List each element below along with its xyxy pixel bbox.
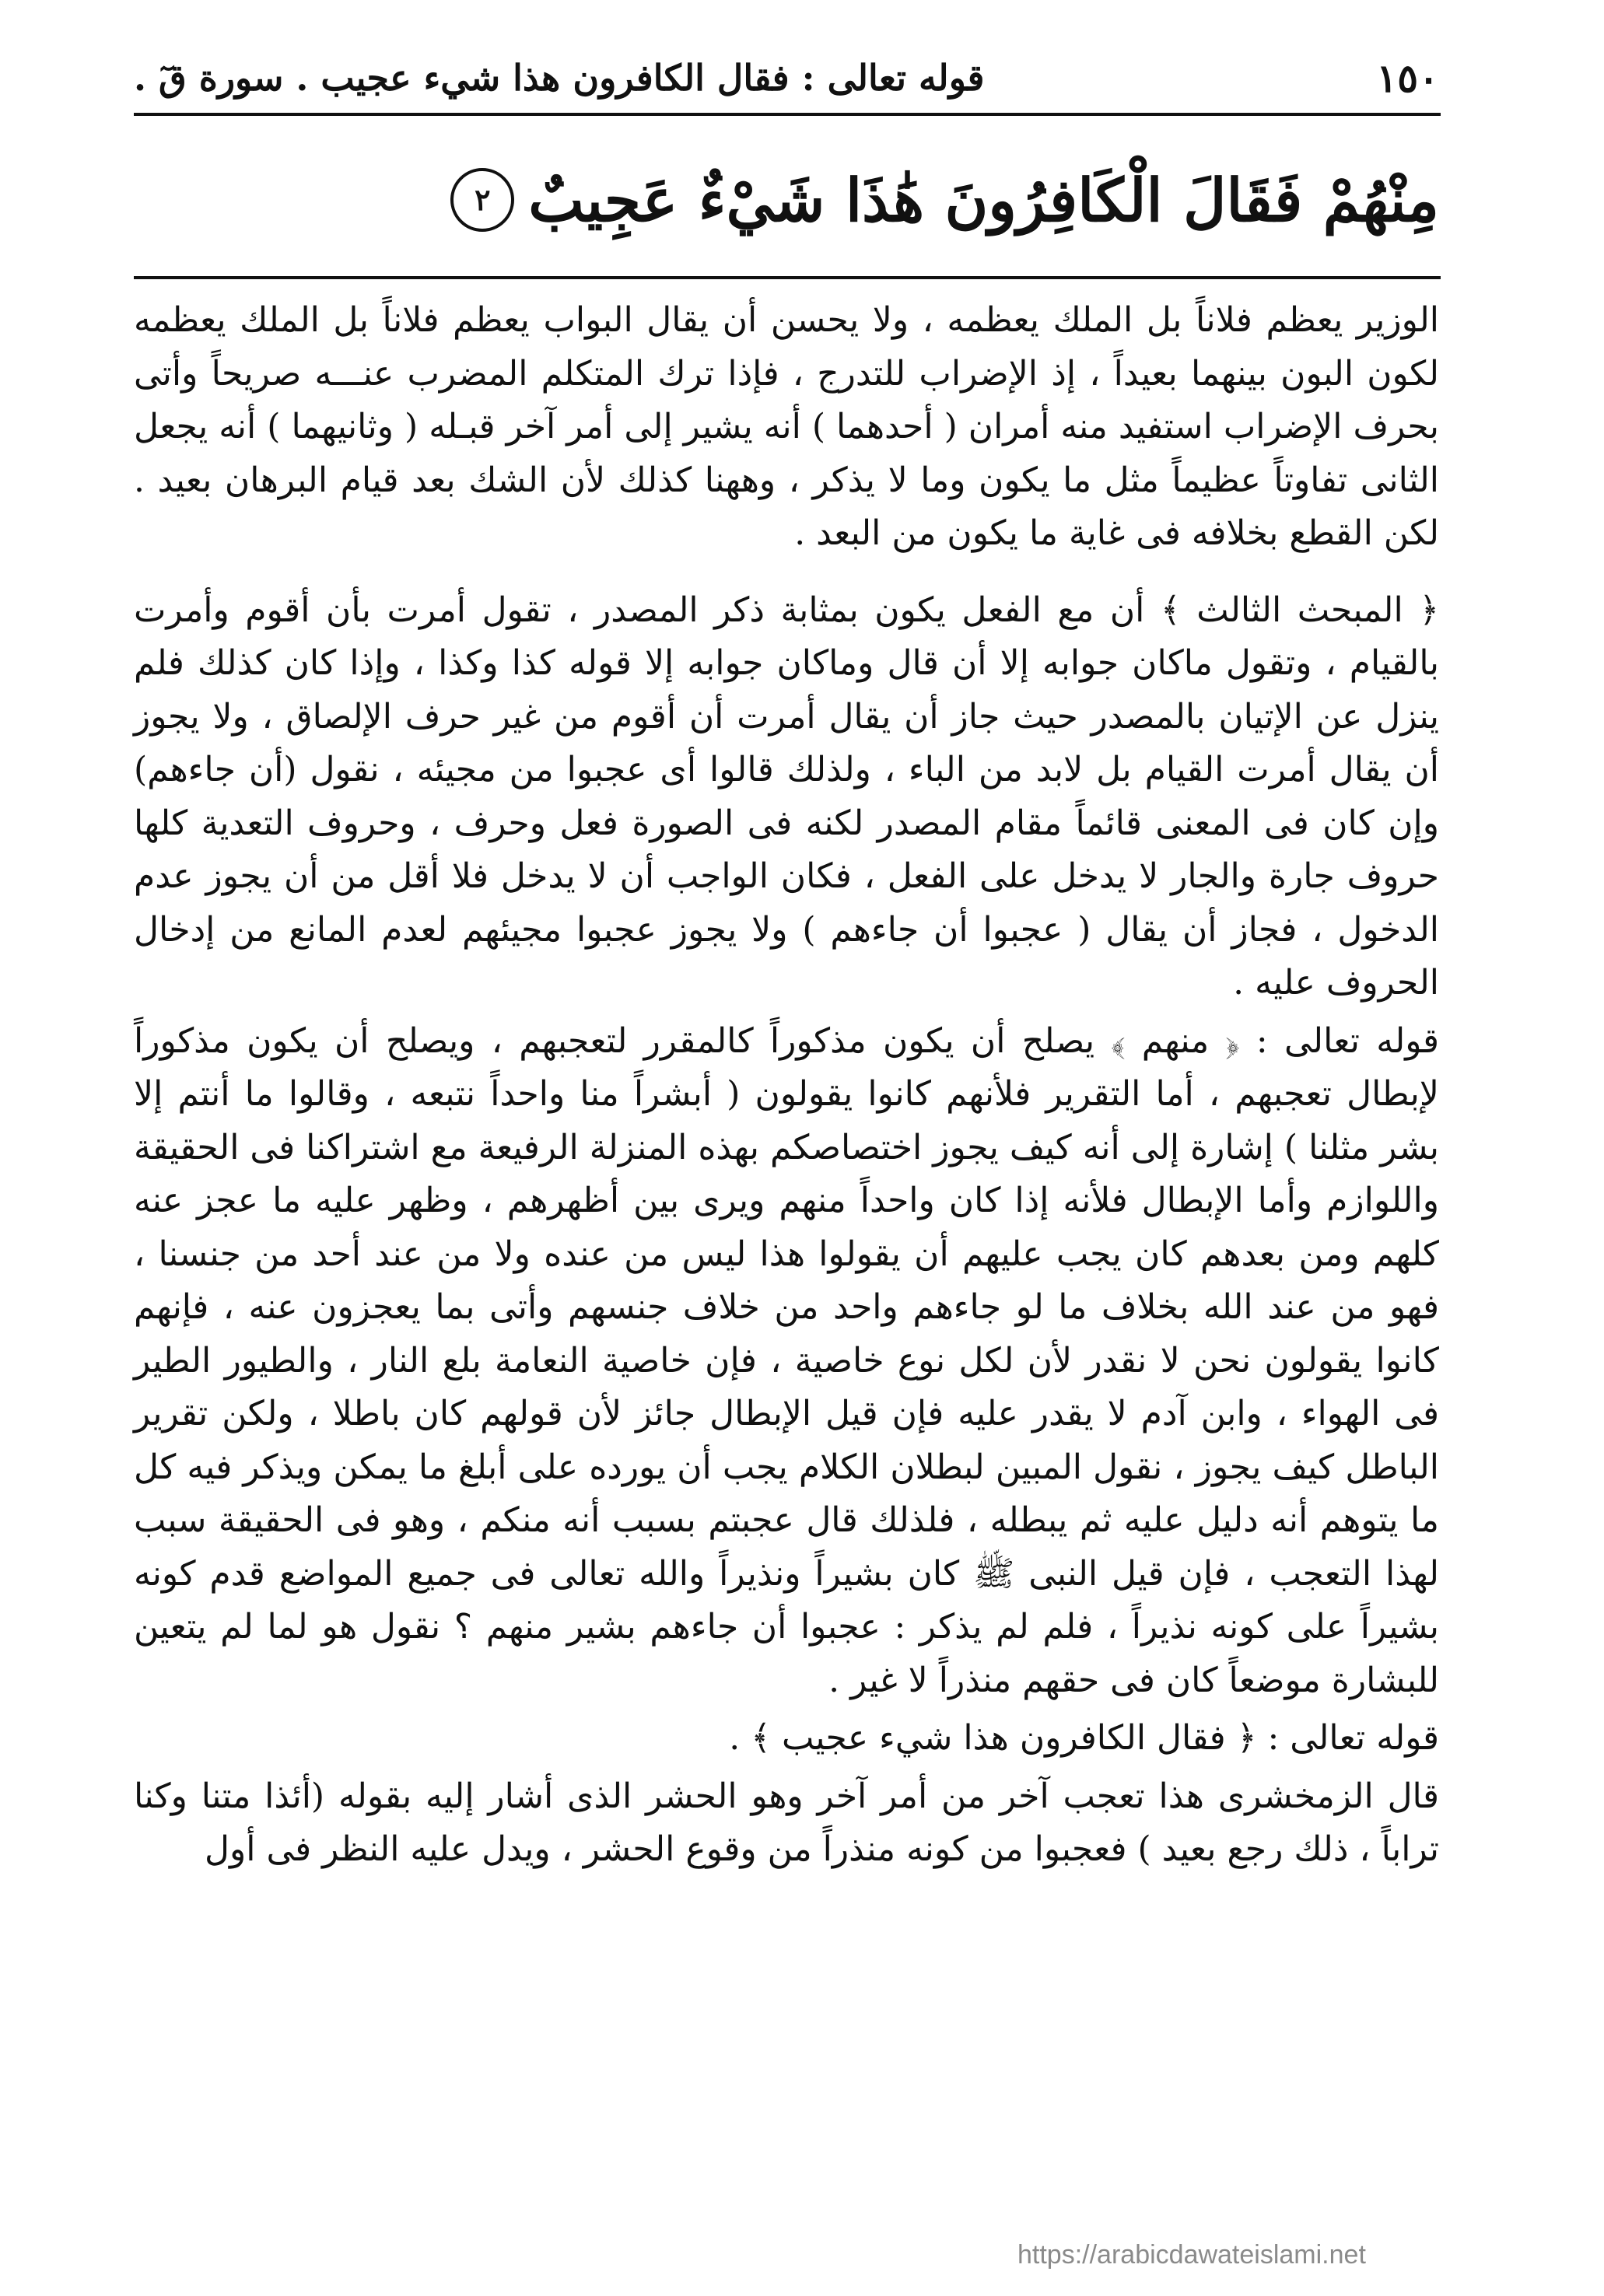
paragraph-5: قال الزمخشرى هذا تعجب آخر من أمر آخر وهو الحشر الذى أشار إليه بقوله (أئذا متنا وكنا تراباً ، ذلك رجع بعيد ) فعجبوا من كونه منذراً من وقوع الحشر ، ويدل عليه النظر فى أول bbox=[134, 1776, 1439, 1869]
header-rule bbox=[134, 113, 1441, 116]
running-head: قوله تعالى : فقال الكافرون هذا شيء عجيب . سورة قٓ . bbox=[134, 57, 985, 99]
quran-verse bbox=[134, 134, 1439, 266]
source-watermark: https://arabicdawateislami.net bbox=[1017, 2240, 1366, 2270]
paragraph-4: قوله تعالى : ﴿ فقال الكافرون هذا شيء عجيب ﴾ . bbox=[729, 1718, 1439, 1758]
page-header bbox=[134, 40, 1439, 115]
page-number: ١٥٠ bbox=[1376, 54, 1439, 101]
verse-text: مِنْهُمْ فَقَالَ الْكَافِرُونَ هَٰذَا شَيْءٌ عَجِيبٌ bbox=[528, 165, 1439, 235]
paragraph-1: الوزير يعظم فلاناً بل الملك يعظمه ، ولا يحسن أن يقال البواب يعظم فلاناً بل الملك يعظمه لكون البون بينهما بعيداً ، إذ الإضراب للتدرج ، فإذا ترك المتكلم المضرب عنـــه صريحاً وأتى بحرف الإضراب استفيد منه أمران ( أحدهما ) أنه يشير إلى أمر آخر قبـله ( وثانيهما ) أنه يجعل الثانى تفاوتاً عظيماً مثل ما يكون وما لا يذكر ، وههنا كذلك لأن الشك بعد قيام البرهان بعيد . لكن القطع بخلافه فى غاية ما يكون من البعد . bbox=[134, 300, 1439, 553]
paragraph-2: ﴿ المبحث الثالث ﴾ أن مع الفعل يكون بمثابة ذكر المصدر ، تقول أمرت بأن أقوم وأمرت بالقيام ، وتقول ماكان جوابه إلا أن قال وماكان جوابه إلا قوله كذا وكذا ، وإذا كان كذلك فلم ينزل عن الإتيان بالمصدر حيث جاز أن يقال أمرت أن أقوم من غير حرف الإلصاق ، ولا يجوز أن يقال أمرت القيام بل لابد من الباء ، ولذلك قالوا أى عجبوا من مجيئه ، نقول (أن جاءهم) وإن كان فى المعنى قائماً مقام المصدر لكنه فى الصورة فعل وحرف ، وحروف التعدية كلها حروف جارة والجار لا يدخل على الفعل ، فكان الواجب أن لا يدخل فلا أقل من أن يجوز عدم الدخول ، فجاز أن يقال ( عجبوا أن جاءهم ) ولا يجوز عجبوا مجيئهم لعدم المانع من إدخال الحروف عليه . bbox=[134, 590, 1439, 1003]
paragraph-3: قوله تعالى : ﴿ منهم ﴾ يصلح أن يكون مذكوراً كالمقرر لتعجبهم ، ويصلح أن يكون مذكوراً لإبطال تعجبهم ، أما التقرير فلأنهم كانوا يقولون ( أبشراً منا واحداً نتبعه ، وقالوا ما أنتم إلا بشر مثلنا ) إشارة إلى أنه كيف يجوز اختصاصكم بهذه المنزلة الرفيعة مع اشتراكنا فى الحقيقة واللوازم وأما الإبطال فلأنه إذا كان واحداً منهم ويرى بين أظهرهم ، وظهر عليه ما عجز عنه كلهم ومن بعدهم كان يجب عليهم أن يقولوا هذا ليس من عنده ولا من عند أحد من جنسنا ، فهو من عند الله بخلاف ما لو جاءهم واحد من خلاف جنسهم وأتى بما يعجزون عنه ، فإنهم كانوا يقولون نحن لا نقدر لأن لكل نوع خاصية ، فإن خاصية النعامة بلع النار ، والطيور الطير فى الهواء ، وابن آدم لا يقدر عليه فإن قيل الإبطال جائز لأن قولهم كان باطلا ، ولكن تقرير الباطل كيف يجوز ، نقول المبين لبطلان الكلام يجب أن يورده على أبلغ ما يمكن ويذكر فيه كل ما يتوهم أنه دليل عليه ثم يبطله ، فلذلك قال عجبتم بسبب أنه منكم ، وهو فى الحقيقة سبب لهذا التعجب ، فإن قيل النبى ﷺ كان بشيراً ونذيراً والله تعالى فى جميع المواضع قدم كونه بشيراً على كونه نذيراً ، فلم لم يذكر : عجبوا أن جاءهم بشير منهم ؟ نقول هو لما لم يتعين للبشارة موضعاً كان فى حقهم منذراً لا غير . bbox=[134, 1020, 1439, 1700]
ayah-number-marker bbox=[450, 168, 514, 232]
verse-rule bbox=[134, 276, 1441, 279]
ayah-number: ٢ bbox=[475, 182, 491, 217]
commentary-body bbox=[134, 294, 1439, 1900]
